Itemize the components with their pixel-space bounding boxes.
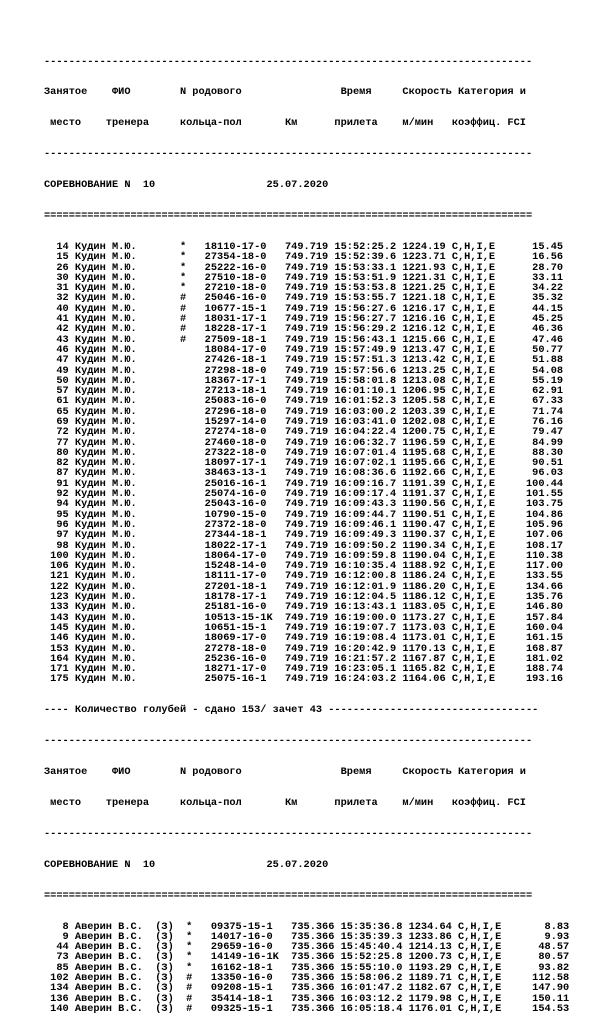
result-row: 43 Кудин М.Ю. # 27509-18-1 749.719 15:56:43.1 1215.66 C,H,I,E 47.46 xyxy=(44,333,564,346)
section2-results-table xyxy=(44,922,600,1015)
header2-separator: ------------------------------------------------------------------------------- xyxy=(44,735,533,748)
section2-date-underline: =============================================================================== xyxy=(44,889,533,902)
result-row: 102 Аверин В.С. (З) # 13350-16-0 735.366 15:58:06.2 1189.71 C,H,I,E 112.58 xyxy=(44,972,570,985)
result-row: 94 Кудин М.Ю. 25043-16-0 749.719 16:09:43.3 1190.56 C,H,I,E 103.75 xyxy=(44,498,564,511)
result-row: 30 Кудин М.Ю. * 27510-18-0 749.719 15:53:51.9 1221.31 C,H,I,E 33.11 xyxy=(44,271,564,284)
section1-results-table xyxy=(44,242,600,685)
top-separator: ------------------------------------------------------------------------------- xyxy=(44,55,533,68)
section2-title: СОРЕВНОВАНИЕ N 10 xyxy=(44,858,156,871)
result-row: 85 Аверин В.С. (З) * 16162-18-1 735.366 15:55:10.0 1193.29 C,H,I,E 93.82 xyxy=(44,961,570,974)
result-row: 44 Аверин В.С. (З) * 29659-16-0 735.366 15:45:40.4 1214.13 C,H,I,E 48.57 xyxy=(44,941,570,954)
result-row: 100 Кудин М.Ю. 18064-17-0 749.719 16:09:59.8 1190.04 C,H,I,E 110.38 xyxy=(44,549,564,562)
section1-summary: ---- Количество голубей - сдано 153/ зачет 43 ---------------------------------- xyxy=(44,704,539,717)
result-row: 134 Аверин В.С. (З) # 09208-15-1 735.366 16:01:47.2 1182.67 C,H,I,E 147.90 xyxy=(44,982,570,995)
result-row: 41 Кудин М.Ю. # 18031-17-1 749.719 15:56:27.7 1216.16 C,H,I,E 45.25 xyxy=(44,313,564,326)
result-row: 61 Кудин М.Ю. 25083-16-0 749.719 16:01:52.3 1205.58 C,H,I,E 67.33 xyxy=(44,395,564,408)
result-row: 145 Кудин М.Ю. 10651-15-1 749.719 16:19:07.7 1173.03 C,H,I,E 160.04 xyxy=(44,621,564,634)
section1-date: 25.07.2020 xyxy=(266,179,329,192)
result-row: 98 Кудин М.Ю. 18022-17-1 749.719 16:09:50.2 1190.34 C,H,I,E 108.17 xyxy=(44,539,564,552)
result-row: 146 Кудин М.Ю. 18069-17-0 749.719 16:19:08.4 1173.01 C,H,I,E 161.15 xyxy=(44,632,564,645)
result-row: 171 Кудин М.Ю. 18271-17-0 749.719 16:23:05.1 1165.82 C,H,I,E 188.74 xyxy=(44,663,564,676)
result-row: 133 Кудин М.Ю. 25181-16-0 749.719 16:13:43.1 1183.05 C,H,I,E 146.80 xyxy=(44,601,564,614)
result-row: 92 Кудин М.Ю. 25074-16-0 749.719 16:09:17.4 1191.37 C,H,I,E 101.55 xyxy=(44,488,564,501)
result-row: 73 Аверин В.С. (З) * 14149-16-1K 735.366 15:52:25.8 1200.73 C,H,I,E 80.57 xyxy=(44,951,570,964)
result-row: 50 Кудин М.Ю. 18367-17-1 749.719 15:58:01.8 1213.08 C,H,I,E 55.19 xyxy=(44,374,564,387)
result-row: 32 Кудин М.Ю. # 25046-16-0 749.719 15:53:55.7 1221.18 C,H,I,E 35.32 xyxy=(44,292,564,305)
result-row: 42 Кудин М.Ю. # 18228-17-1 749.719 15:56:29.2 1216.12 C,H,I,E 46.36 xyxy=(44,323,564,336)
result-row: 49 Кудин М.Ю. 27298-18-0 749.719 15:57:56.6 1213.25 C,H,I,E 54.08 xyxy=(44,364,564,377)
result-row: 57 Кудин М.Ю. 27213-18-1 749.719 16:01:10.1 1206.95 C,H,I,E 62.91 xyxy=(44,385,564,398)
result-row: 31 Кудин М.Ю. * 27210-18-0 749.719 15:53:53.8 1221.25 C,H,I,E 34.22 xyxy=(44,282,564,295)
result-row: 15 Кудин М.Ю. * 27354-18-0 749.719 15:52:39.6 1223.71 C,H,I,E 16.56 xyxy=(44,251,564,264)
result-row: 80 Кудин М.Ю. 27322-18-0 749.719 16:07:01.4 1195.68 C,H,I,E 88.30 xyxy=(44,446,564,459)
result-row: 96 Кудин М.Ю. 27372-18-0 749.719 16:09:46.1 1190.47 C,H,I,E 105.96 xyxy=(44,518,564,531)
result-row: 72 Кудин М.Ю. 27274-18-0 749.719 16:04:22.4 1200.75 C,H,I,E 79.47 xyxy=(44,426,564,439)
result-row: 140 Аверин В.С. (З) # 09325-15-1 735.366 16:05:18.4 1176.01 C,H,I,E 154.53 xyxy=(44,1002,570,1015)
result-row: 69 Кудин М.Ю. 15297-14-0 749.719 16:03:41.0 1202.08 C,H,I,E 76.16 xyxy=(44,415,564,428)
result-row: 143 Кудин М.Ю. 10513-15-1K 749.719 16:19:00.0 1173.27 C,H,I,E 157.84 xyxy=(44,611,564,624)
result-row: 14 Кудин М.Ю. * 18110-17-0 749.719 15:52:25.2 1224.19 C,H,I,E 15.45 xyxy=(44,240,564,253)
section1-heading xyxy=(44,180,600,190)
result-row: 46 Кудин М.Ю. 18084-17-0 749.719 15:57:49.9 1213.47 C,H,I,E 50.77 xyxy=(44,343,564,356)
result-row: 153 Кудин М.Ю. 27278-18-0 749.719 16:20:42.9 1170.13 C,H,I,E 168.87 xyxy=(44,642,564,655)
result-row: 136 Аверин В.С. (З) # 35414-18-1 735.366 16:03:12.2 1179.98 C,H,I,E 150.11 xyxy=(44,992,570,1005)
result-row: 87 Кудин М.Ю. 38463-13-1 749.719 16:08:36.6 1192.66 C,H,I,E 96.03 xyxy=(44,467,564,480)
result-row: 8 Аверин В.С. (З) * 09375-15-1 735.366 15:35:36.8 1234.64 C,H,I,E 8.83 xyxy=(44,920,570,933)
result-row: 175 Кудин М.Ю. 25075-16-1 749.719 16:24:03.2 1164.06 C,H,I,E 193.16 xyxy=(44,673,564,686)
header-line-2: место тренера кольца-пол Км прилета м/мин коэффиц. FCI xyxy=(44,117,526,130)
section2-heading xyxy=(44,860,600,870)
results-document xyxy=(44,36,600,1025)
result-row: 122 Кудин М.Ю. 27201-18-1 749.719 16:12:01.9 1186.20 C,H,I,E 134.66 xyxy=(44,580,564,593)
result-row: 106 Кудин М.Ю. 15248-14-0 749.719 16:10:35.4 1188.92 C,H,I,E 117.00 xyxy=(44,560,564,573)
result-row: 40 Кудин М.Ю. # 10677-15-1 749.719 15:56:27.6 1216.17 C,H,I,E 44.15 xyxy=(44,302,564,315)
result-row: 91 Кудин М.Ю. 25016-16-1 749.719 16:09:16.7 1191.39 C,H,I,E 100.44 xyxy=(44,477,564,490)
result-row: 65 Кудин М.Ю. 27296-18-0 749.719 16:03:00.2 1203.39 C,H,I,E 71.74 xyxy=(44,405,564,418)
section1-date-underline: =============================================================================== xyxy=(44,210,533,223)
result-row: 123 Кудин М.Ю. 18178-17-1 749.719 16:12:04.5 1186.12 C,H,I,E 135.76 xyxy=(44,591,564,604)
section2-date: 25.07.2020 xyxy=(266,858,329,871)
header-line-1: Занятое ФИО N родового Время Скорость Категория и xyxy=(44,86,526,99)
result-row: 77 Кудин М.Ю. 27460-18-0 749.719 16:06:32.7 1196.59 C,H,I,E 84.99 xyxy=(44,436,564,449)
result-row: 82 Кудин М.Ю. 18097-17-1 749.719 16:07:02.1 1195.66 C,H,I,E 90.51 xyxy=(44,457,564,470)
result-row: 164 Кудин М.Ю. 25236-16-0 749.719 16:21:57.2 1167.87 C,H,I,E 181.02 xyxy=(44,652,564,665)
header-separator: ------------------------------------------------------------------------------- xyxy=(44,148,533,161)
result-row: 26 Кудин М.Ю. * 25222-16-0 749.719 15:53:33.1 1221.93 C,H,I,E 28.70 xyxy=(44,261,564,274)
result-row: 95 Кудин М.Ю. 10790-15-0 749.719 16:09:44.7 1190.51 C,H,I,E 104.86 xyxy=(44,508,564,521)
header2-line-1: Занятое ФИО N родового Время Скорость Категория и xyxy=(44,766,526,779)
section1-title: СОРЕВНОВАНИЕ N 10 xyxy=(44,179,156,192)
result-row: 47 Кудин М.Ю. 27426-18-1 749.719 15:57:51.3 1213.42 C,H,I,E 51.88 xyxy=(44,354,564,367)
result-row: 121 Кудин М.Ю. 18111-17-0 749.719 16:12:00.8 1186.24 C,H,I,E 133.55 xyxy=(44,570,564,583)
header2-bottom-separator: ------------------------------------------------------------------------------- xyxy=(44,827,533,840)
result-row: 9 Аверин В.С. (З) * 14017-16-0 735.366 15:35:39.3 1233.86 C,H,I,E 9.93 xyxy=(44,930,570,943)
result-row: 97 Кудин М.Ю. 27344-18-1 749.719 16:09:49.3 1190.37 C,H,I,E 107.06 xyxy=(44,529,564,542)
header2-line-2: место тренера кольца-пол Км прилета м/мин коэффиц. FCI xyxy=(44,796,526,809)
